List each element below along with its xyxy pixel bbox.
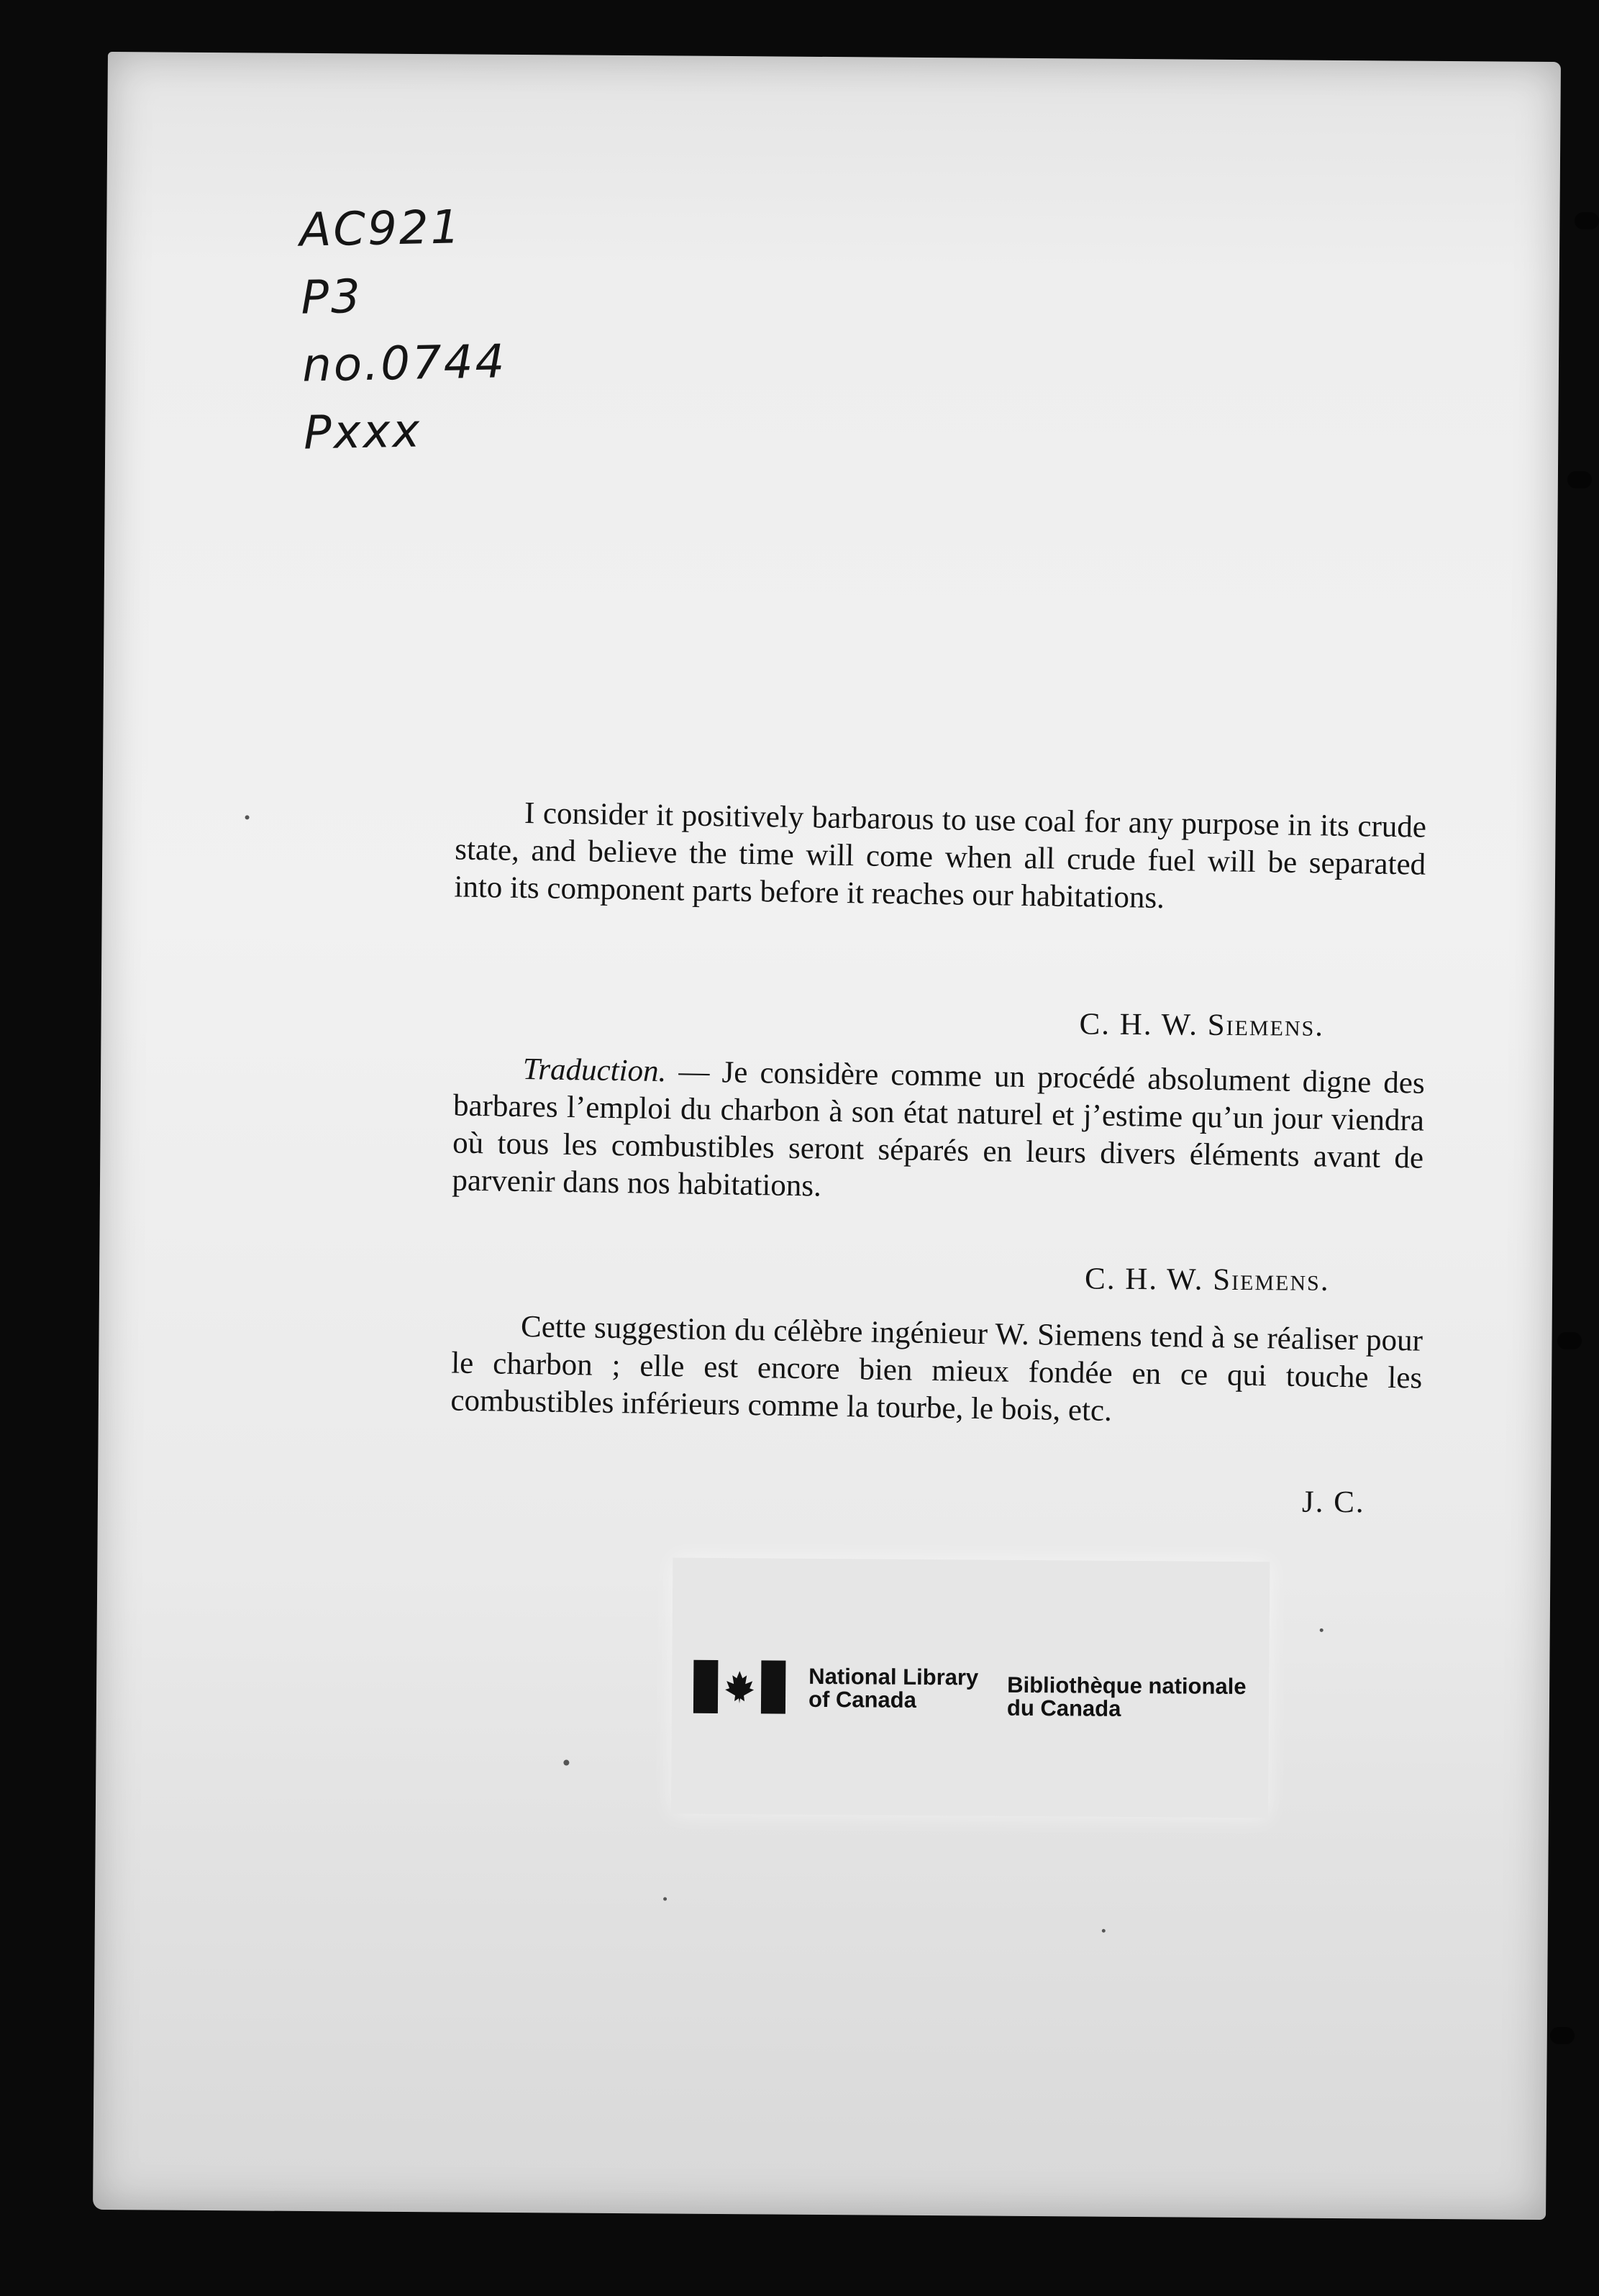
binding-clip [1557,1332,1582,1349]
english-quote [454,794,1426,921]
call-number-line: P3 [300,270,363,325]
maple-leaf-icon [718,1660,762,1713]
signature-siemens-2: C. H. W. Siemens. [1084,1262,1330,1298]
handwritten-call-number [299,193,509,467]
commentary [450,1307,1423,1434]
french-quote-text: — Je considère comme un procédé absolument digne des barbares l’emploi du charbon à son état naturel et j’estime qu’un jour viendra où tous les combustibles seront séparés en leurs divers éléments avant de parvenir dans nos habitations. [452,1054,1426,1203]
binding-clip [1575,212,1599,229]
commentary-text: Cette suggestion du célèbre ingénieur W. Siemens tend à se réaliser pour le charbon ; elle est encore bien mieux fondée en ce qui touche les combustibles inférieurs comme la tourbe, le bois, etc. [450,1310,1423,1428]
library-name-english: National Library of Canada [808,1663,979,1713]
signature-siemens-1: C. H. W. Siemens. [1079,1007,1325,1043]
french-translation [452,1050,1425,1215]
call-number-line: AC921 [299,201,463,258]
call-number-line: no.0744 [301,335,507,393]
call-number-line: Pxxx [303,404,422,460]
binding-clip [1567,471,1592,488]
document-page [93,52,1561,2220]
signature-initials: J. C. [1301,1485,1365,1520]
canada-flag-icon [693,1660,786,1714]
english-quote-text: I consider it positively barbarous to use coal for any purpose in its crude state, and believe the time will come when all crude fuel will be separated into its component parts before it reaches our habitations. [454,796,1427,916]
french-translation-text [452,1050,1425,1215]
binding-clip [1550,2027,1575,2044]
library-stamp [671,1558,1270,1818]
translation-lead: Traduction. [522,1052,667,1089]
library-name-french: Bibliothèque nationale du Canada [1006,1672,1247,1721]
